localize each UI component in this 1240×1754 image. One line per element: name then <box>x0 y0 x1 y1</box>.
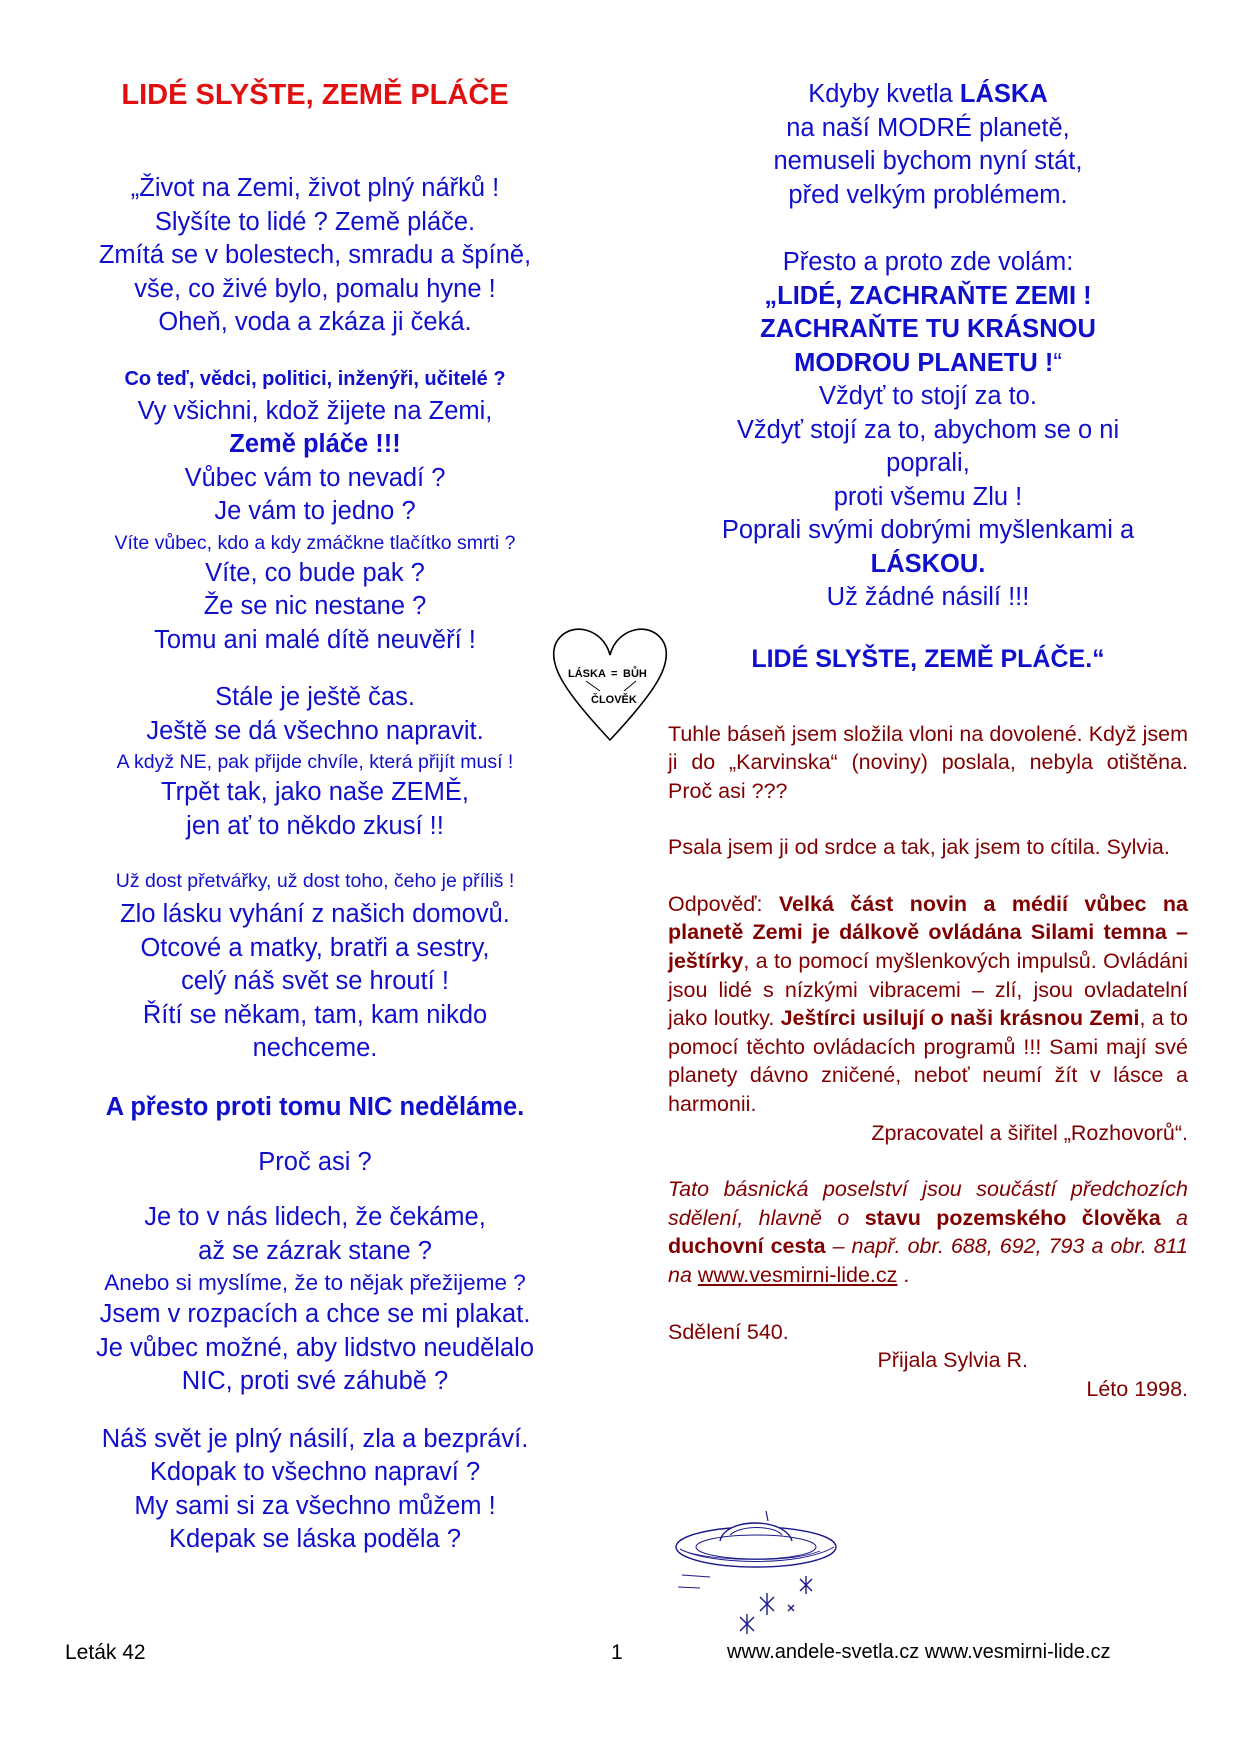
answer-bold-text: Ještírci usilují o naši krásnou Zemi <box>780 1006 1140 1031</box>
poem-bold-text: MODROU PLANETU ! <box>794 348 1054 377</box>
poem-line: celý náš svět se hroutí ! <box>181 967 449 995</box>
ufo-icon <box>670 1505 840 1645</box>
commentary-paragraph: Tuhle báseň jsem složila vloni na dovolené. Když jsem ji do „Karvinska“ (noviny) poslala, nebyla otištěna. Proč asi ??? <box>668 721 1188 803</box>
poem-line: Přesto a proto zde volám: <box>782 248 1074 276</box>
right-column <box>668 78 1188 1403</box>
poem-bold-line: ZACHRAŇTE TU KRÁSNOU <box>760 315 1096 343</box>
poem-bold-small-line: Co teď, vědci, politici, inženýři, učitelé ? <box>124 367 506 390</box>
heart-icon <box>548 615 673 745</box>
commentary-paragraph: Psala jsem ji od srdce a tak, jak jsem to cítila. Sylvia. <box>668 835 1170 860</box>
answer-bold-text: Velká část novin a médií vůbec na planetě Zemi je dálkově ovládána Silami temna – ještírky <box>668 891 1189 974</box>
poem-line: „Život na Zemi, život plný nářků ! <box>130 174 500 202</box>
poem-line: nechceme. <box>252 1034 378 1062</box>
poem-line: Otcové a matky, bratři a sestry, <box>140 933 490 962</box>
poem-line: Vždyť stojí za to, abychom se o ni <box>736 415 1120 444</box>
page-number: 1 <box>611 1641 623 1664</box>
poem-line: na naší MODRÉ planetě, <box>786 113 1070 142</box>
left-poem-column <box>55 78 575 1581</box>
reference-text: a <box>1160 1205 1188 1230</box>
stanza-2 <box>55 364 575 658</box>
poem-bold-line: Země pláče !!! <box>229 430 401 458</box>
poem-line: Zlo lásku vyhání z našich domovů. <box>120 900 510 928</box>
poem-line: NIC, proti své záhubě ? <box>181 1367 449 1395</box>
right-poem <box>668 78 1188 674</box>
website-link[interactable]: www.vesmirni-lide.cz <box>697 1263 898 1287</box>
poem-line: Proč asi ? <box>258 1147 372 1176</box>
poem-line: Kdepak se láska poděla ? <box>168 1525 462 1553</box>
heart-word-bottom: ČLOVĚK <box>591 694 637 706</box>
poem-line: Slyšíte to lidé ? Země pláče. <box>154 207 476 236</box>
poem-line: Že se nic nestane ? <box>203 592 427 620</box>
poem-line: Anebo si myslíme, že to nějak přežijeme ? <box>104 1270 526 1295</box>
poem-line: Stále je ještě čas. <box>215 683 415 711</box>
poem-line: Ještě se dá všechno napravit. <box>146 716 484 745</box>
poem-line: My sami si za všechno můžem ! <box>134 1491 496 1520</box>
poem-line: Je vůbec možné, aby lidstvo neudělalo <box>95 1333 535 1362</box>
answer-text: , a to pomocí těchto ovládacích programů !!! Sami mají své planety dávno zničené, neboť neumí žít v lásce a harmonii. <box>668 1006 1188 1117</box>
poem-line: Je to v nás lidech, že čekáme, <box>144 1203 486 1231</box>
poem-bold-statement: A přesto proti tomu NIC neděláme. <box>105 1092 525 1121</box>
poem-line <box>668 347 1188 381</box>
poem-line: až se zázrak stane ? <box>198 1236 432 1265</box>
stanza-4 <box>55 867 575 1066</box>
reference-bold-text: duchovní cesta <box>668 1234 826 1259</box>
right-stanza-1 <box>668 78 1188 212</box>
poem-line: Řítí se někam, tam, kam nikdo <box>142 1000 488 1029</box>
reference-paragraph <box>668 1175 1188 1289</box>
poem-bold-line: LÁSKOU. <box>870 549 986 578</box>
reference-text: – např. obr. 688, 692, 793 a obr. 811 na <box>668 1234 1188 1287</box>
poem-line: Zmítá se v bolestech, smradu a špíně, <box>98 241 532 269</box>
message-date: Léto 1998. <box>1086 1376 1188 1401</box>
poem-line: jen ať to někdo zkusí !! <box>186 811 444 840</box>
leaflet-number: Leták 42 <box>65 1641 146 1664</box>
reference-bold-text: stavu pozemského člověka <box>864 1205 1161 1230</box>
stanza-question <box>55 1146 575 1180</box>
poem-line: Náš svět je plný násilí, zla a bezpráví. <box>101 1424 529 1453</box>
heart-word-right: BŮH <box>623 668 647 680</box>
stanza-5 <box>55 1201 575 1399</box>
footer-websites: www.andele-svetla.cz www.vesmirni-lide.cz <box>727 1641 1111 1663</box>
poem-line: Poprali svými dobrými myšlenkami a <box>721 516 1135 544</box>
message-number: Sdělení 540. <box>668 1319 789 1344</box>
poem-line: Víte, co bude pak ? <box>205 558 425 587</box>
heart-word-left: LÁSKA <box>568 668 606 680</box>
poem-quote-mark: “ <box>1053 348 1062 377</box>
poem-closing-title: LIDÉ SLYŠTE, ZEMĚ PLÁČE.“ <box>751 644 1105 673</box>
poem-line: před velkým problémem. <box>788 180 1068 209</box>
poem-line: Kdopak to všechno napraví ? <box>149 1458 481 1486</box>
poem-line: nemuseli bychom nyní stát, <box>773 147 1083 175</box>
reference-text: . <box>897 1263 910 1287</box>
poem-line: Tomu ani malé dítě neuvěří ! <box>154 625 476 654</box>
stanza-bold <box>55 1090 575 1124</box>
poem-line: Oheň, voda a zkáza ji čeká. <box>158 308 472 336</box>
heart-equals: = <box>611 668 618 680</box>
answer-label: Odpověď: <box>668 891 779 916</box>
poem-small-line: A když NE, pak přijde chvíle, která přijít musí ! <box>116 751 514 773</box>
poem-line: Vy všichni, kdož žijete na Zemi, <box>137 396 493 425</box>
stanza-3 <box>55 681 575 843</box>
poem-line: poprali, <box>886 449 970 477</box>
stanza-1 <box>55 172 575 340</box>
poem-text: Kdyby kvetla <box>808 80 960 108</box>
poem-line: Vůbec vám to nevadí ? <box>184 463 446 492</box>
received-by: Přijala Sylvia R. <box>877 1348 1028 1373</box>
poem-title: LIDÉ SLYŠTE, ZEMĚ PLÁČE <box>121 79 509 111</box>
poem-bold-word: LÁSKA <box>959 80 1048 108</box>
poem-small-line: Už dost přetvářky, už dost toho, čeho je příliš ! <box>115 870 515 892</box>
stanza-6 <box>55 1423 575 1557</box>
poem-line: Je vám to jedno ? <box>214 497 416 525</box>
right-stanza-2 <box>668 246 1188 615</box>
poem-line: Jsem v rozpacích a chce se mi plakat. <box>99 1300 531 1328</box>
reference-text: Tato básnická poselství jsou součástí předchozích sdělení, hlavně o <box>668 1177 1188 1230</box>
poem-small-line: Víte vůbec, kdo a kdy zmáčkne tlačítko smrti ? <box>114 531 516 554</box>
poem-line: Už žádné násilí !!! <box>826 583 1030 611</box>
answer-signature: Zpracovatel a šiřitel „Rozhovorů“. <box>871 1120 1188 1145</box>
answer-text: , a to pomocí myšlenkových impulsů. Ovládáni jsou lidé s nízkými vibracemi – zlí, jsou ovladatelní jako loutky. <box>668 949 1188 1031</box>
answer-paragraph <box>668 890 1188 1119</box>
commentary <box>668 720 1188 1404</box>
poem-line: Trpět tak, jako naše ZEMĚ, <box>160 778 469 806</box>
poem-line: vše, co živé bylo, pomalu hyne ! <box>134 274 496 303</box>
poem-line <box>668 78 1188 112</box>
poem-bold-line: „LIDÉ, ZACHRAŇTE ZEMI ! <box>764 281 1092 310</box>
poem-line: proti všemu Zlu ! <box>833 482 1023 511</box>
poem-line: Vždyť to stojí za to. <box>819 382 1037 410</box>
